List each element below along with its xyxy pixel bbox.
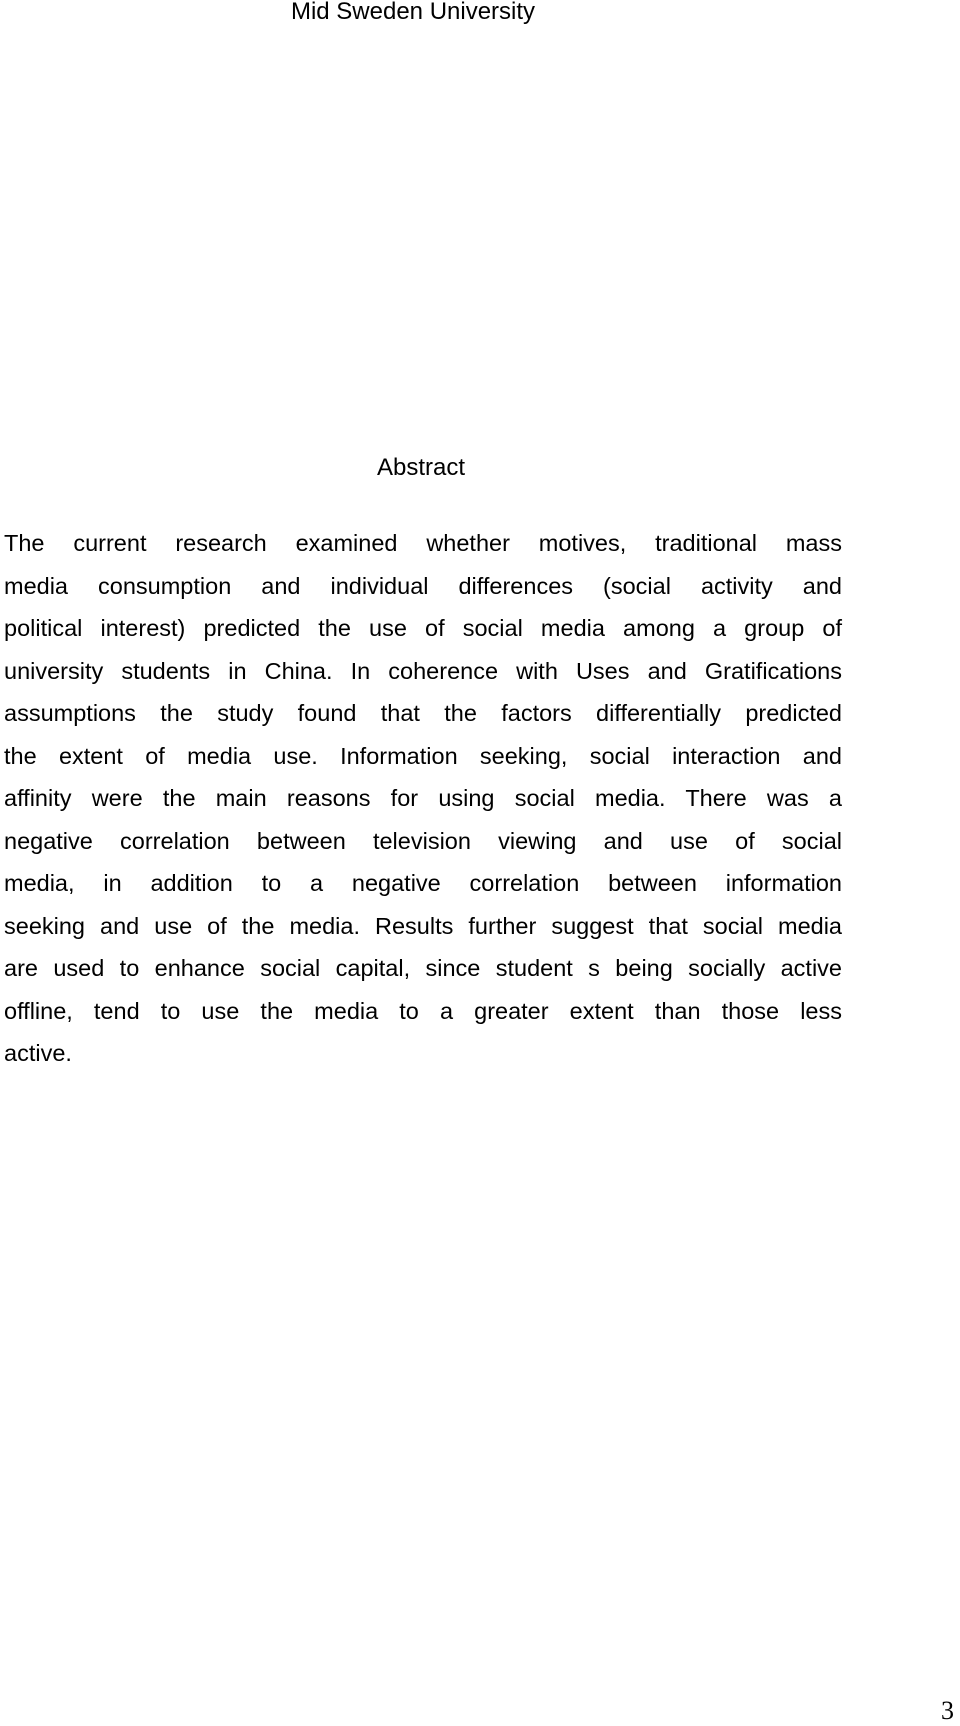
abstract-body [4, 522, 842, 1075]
abstract-line: are used to enhance social capital, since student s being socially active [4, 955, 842, 981]
abstract-line: negative correlation between television viewing and use of social [4, 827, 842, 854]
abstract-line: offline, tend to use the media to a greater extent than those less [4, 997, 842, 1024]
abstract-line: seeking and use of the media. Results further suggest that social media [4, 912, 842, 939]
abstract-line: university students in China. In coherence with Uses and Gratifications [4, 657, 842, 684]
page-number: 3 [941, 1696, 954, 1725]
abstract-line: affinity were the main reasons for using social media. There was a [4, 785, 842, 811]
running-header: Mid Sweden University [290, 0, 536, 25]
abstract-line: the extent of media use. Information seeking, social interaction and [4, 742, 842, 769]
abstract-line: active. [4, 1040, 72, 1066]
abstract-line: media consumption and individual differences (social activity and [4, 572, 842, 599]
abstract-line: political interest) predicted the use of social media among a group of [4, 615, 842, 641]
abstract-heading: Abstract [376, 454, 466, 481]
abstract-line: assumptions the study found that the factors differentially predicted [4, 700, 842, 726]
abstract-line: media, in addition to a negative correlation between information [4, 870, 842, 896]
abstract-line: The current research examined whether motives, traditional mass [4, 530, 842, 556]
